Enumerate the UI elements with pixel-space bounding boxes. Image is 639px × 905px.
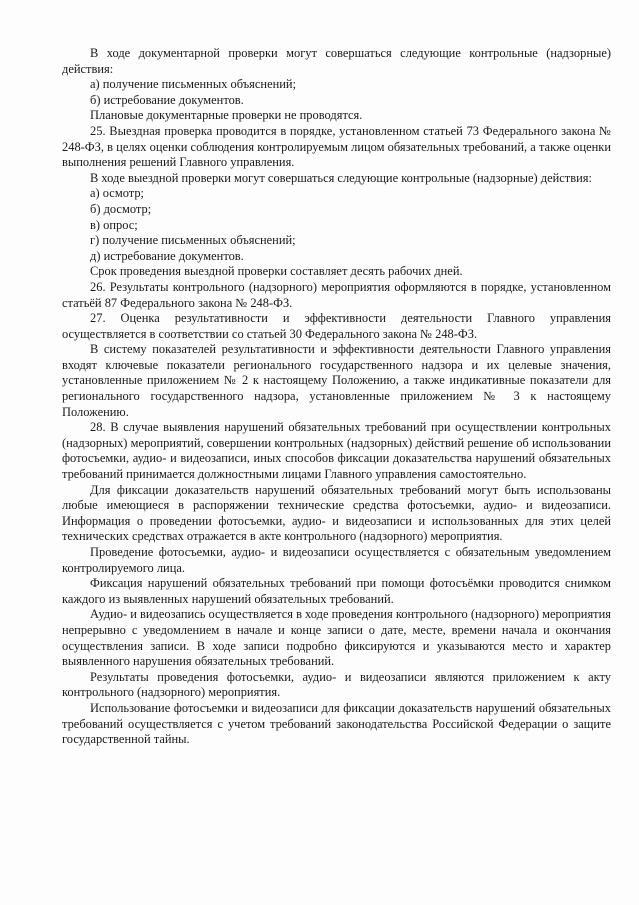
paragraph: Проведение фотосъемки, аудио- и видеозаписи осуществляется с обязательным уведомлением контролируемого лица.	[62, 545, 611, 575]
paragraph: Аудио- и видеозапись осуществляется в ходе проведения контрольного (надзорного) мероприятия непрерывно с уведомлением в начале и конце записи о дате, месте, времени начала и окончания осуществления записи. В ходе записи подробно фиксируются и указываются место и характер выявленного нарушения обязательных требований.	[62, 607, 611, 669]
list-item: Срок проведения выездной проверки составляет десять рабочих дней.	[90, 264, 463, 279]
list-item: в) опрос;	[90, 217, 138, 232]
paragraph: Для фиксации доказательств нарушений обязательных требований могут быть использованы любые имеющиеся в распоряжении технические средства фотосъемки, аудио- и видеозаписи. Информация о проведении фотосъемки, аудио- и видеозаписи и использованных для этих целей технических средствах отражается в акте контрольного (надзорного) мероприятия.	[62, 482, 611, 544]
paragraph: 26. Результаты контрольного (надзорного) мероприятия оформляются в порядке, установленном статьёй 87 Федерального закона № 248-ФЗ.	[62, 279, 611, 310]
paragraph: Фиксация нарушений обязательных требований при помощи фотосъёмки проводится снимком каждого из выявленных нарушений обязательных требований.	[62, 576, 611, 606]
paragraph: 25. Выездная проверка проводится в порядке, установленном статьей 73 Федерального закона № 248-ФЗ, в целях оценки соблюдения контролируемым лицом обязательных требований, а также оценки выполнения решений Главного управления.	[62, 123, 611, 170]
paragraph: В ходе документарной проверки могут совершаться следующие контрольные (надзорные) действия:	[62, 46, 611, 76]
paragraph: 27. Оценка результативности и эффективности деятельности Главного управления осуществляется в соответствии со статьей 30 Федерального закона № 248-ФЗ.	[62, 311, 611, 341]
paragraph: В систему показателей результативности и эффективности деятельности Главного управления входят ключевые показатели регионального государственного надзора и их целевые значения, установленные приложением № 2 к настоящему Положению, а также индикативные показатели для регионального государственного надзора, установленные приложением № 3 к настоящему Положению.	[62, 342, 611, 419]
list-item: б) истребование документов.	[90, 92, 244, 107]
list-item: г) получение письменных объяснений;	[90, 233, 296, 248]
document-body	[62, 46, 611, 748]
paragraph: 28. В случае выявления нарушений обязательных требований при осуществлении контрольных (надзорных) мероприятий, совершении контрольных (надзорных) действий решение об использовании фотосъемки, аудио- и видеозаписи, иных способов фиксации доказательства нарушений обязательных требований принимается должностными лицами Главного управления самостоятельно.	[62, 420, 611, 482]
list-item: а) осмотр;	[90, 186, 145, 201]
list-item: Плановые документарные проверки не проводятся.	[90, 108, 363, 123]
paragraph: Использование фотосъемки и видеозаписи для фиксации доказательств нарушений обязательных требований осуществляется с учетом требований законодательства Российской Федерации о защите государственной тайны.	[62, 700, 611, 747]
list-item: б) досмотр;	[90, 201, 152, 216]
paragraph: В ходе выездной проверки могут совершаться следующие контрольные (надзорные) действия:	[90, 170, 592, 185]
list-item: д) истребование документов.	[90, 248, 244, 263]
paragraph: Результаты проведения фотосъемки, аудио- и видеозаписи являются приложением к акту контрольного (надзорного) мероприятия.	[62, 669, 611, 700]
list-item: а) получение письменных объяснений;	[90, 77, 297, 92]
